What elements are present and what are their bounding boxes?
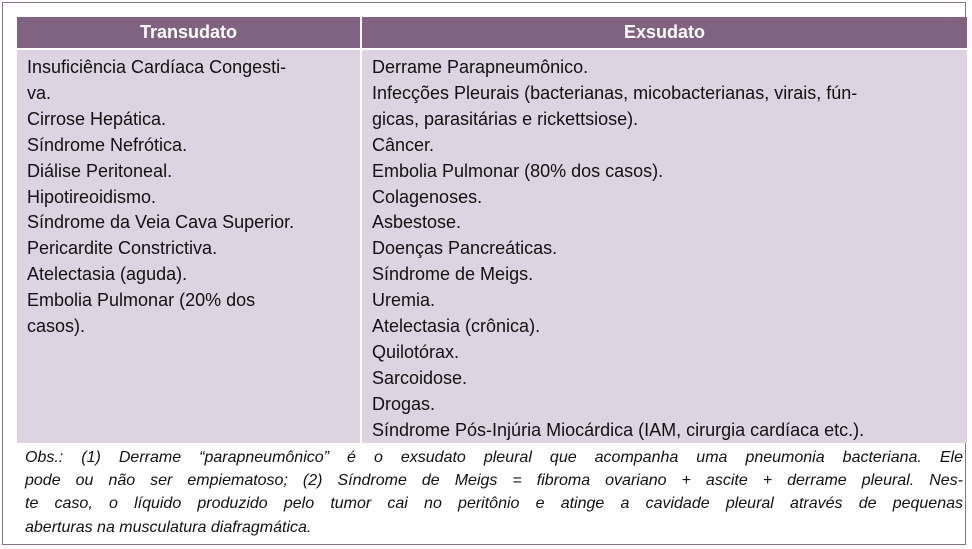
header-exsudato: Exsudato (623, 22, 706, 42)
transudato-line: va. (27, 82, 52, 103)
transudato-line: Insuficiência Cardíaca Congesti- (27, 57, 287, 77)
exsudato-line: Uremia. (372, 290, 436, 311)
exsudato-line: Colagenoses. (372, 186, 483, 207)
footnote-line: te caso, o líquido produzido pelo tumor cai no peritônio e atinge a cavidade pleural através de pequenas (25, 495, 963, 513)
exsudato-line: Drogas. (372, 393, 436, 414)
exsudato-line: Asbestose. (372, 212, 462, 233)
exsudato-line: Câncer. (372, 134, 435, 155)
exsudato-line: Derrame Parapneumônico. (372, 57, 589, 77)
footnote-line: aberturas na musculatura diafragmática. (25, 518, 312, 536)
exsudato-line: Atelectasia (crônica). (372, 316, 541, 337)
header-transudato: Transudato (139, 22, 237, 42)
footnote-line: Obs.: (1) Derrame “parapneumônico” é o exsudato pleural que acompanha uma pneumonia bacteriana. Ele (25, 449, 963, 466)
transudato-line: Embolia Pulmonar (20% dos (27, 290, 256, 311)
transudato-line: Hipotireoidismo. (27, 186, 157, 207)
exsudato-line: Embolia Pulmonar (80% dos casos). (372, 160, 664, 181)
transudato-line: Diálise Peritoneal. (27, 160, 173, 181)
exsudato-line: Sarcoidose. (372, 367, 468, 388)
header-bottom-rule (17, 48, 967, 50)
comparison-table (17, 17, 967, 443)
exsudato-column (372, 55, 962, 444)
transudato-column (27, 55, 352, 340)
table-header-row (17, 17, 967, 48)
footnote (25, 446, 965, 539)
exsudato-line: gicas, parasitárias e rickettsiose). (372, 108, 639, 129)
transudato-line: Atelectasia (aguda). (27, 264, 188, 285)
footnote-line: pode ou não ser empiematoso; (2) Síndrome de Meigs = fibroma ovariano + ascite + derrame pleural. Nes- (25, 472, 963, 490)
transudato-line: Síndrome da Veia Cava Superior. (27, 212, 295, 233)
figure-frame (2, 2, 966, 545)
transudato-line: casos). (27, 316, 86, 337)
exsudato-line: Doenças Pancreáticas. (372, 238, 558, 259)
transudato-line: Pericardite Constrictiva. (27, 238, 218, 259)
exsudato-line: Síndrome de Meigs. (372, 264, 534, 285)
exsudato-line: Síndrome Pós-Injúria Miocárdica (IAM, cirurgia cardíaca etc.). (372, 419, 865, 440)
column-divider (360, 50, 362, 443)
transudato-line: Síndrome Nefrótica. (27, 134, 188, 155)
transudato-line: Cirrose Hepática. (27, 108, 167, 129)
exsudato-line: Infecções Pleurais (bacterianas, micobacterianas, virais, fún- (372, 82, 858, 103)
exsudato-line: Quilotórax. (372, 341, 460, 362)
